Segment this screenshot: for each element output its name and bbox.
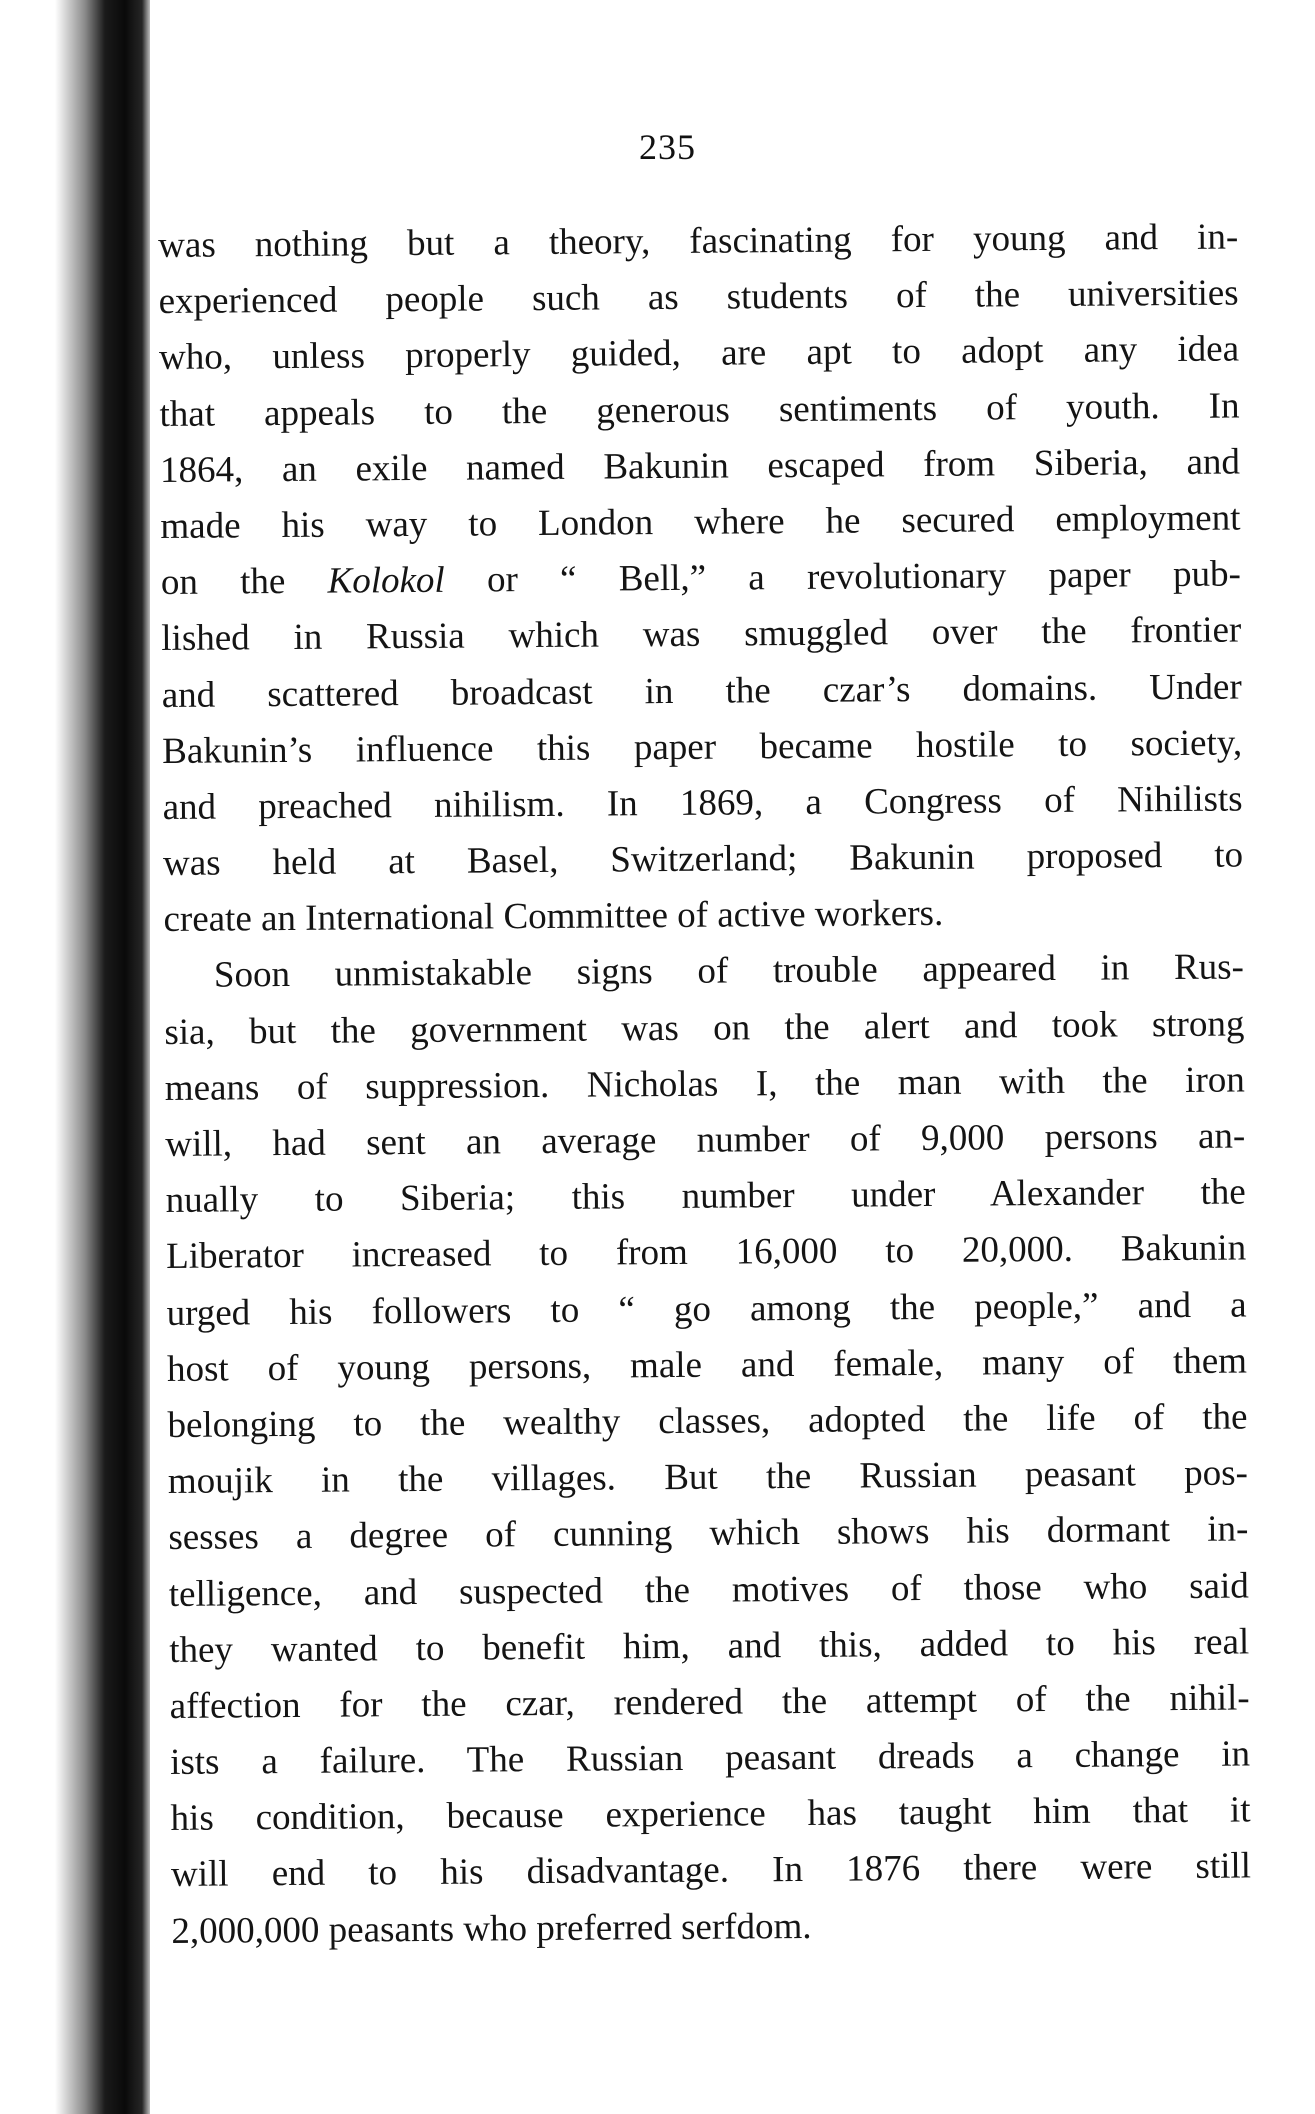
text-line: Soon unmistakable signs of trouble appeared in Rus- [213, 946, 1245, 997]
page-binding-edge [0, 0, 150, 2114]
text-line: lished in Russia which was smuggled over the frontier [161, 609, 1242, 660]
text-line: affection for the czar, rendered the attempt of the nihil- [169, 1677, 1250, 1727]
text-line: telligence, and suspected the motives of those who said [168, 1564, 1249, 1615]
page-number: 235 [639, 127, 696, 167]
newspaper-title: Kolokol [327, 559, 445, 602]
text-line: was held at Basel, Switzerland; Bakunin proposed to [162, 834, 1244, 885]
text-line: they wanted to benefit him, and this, added to his real [169, 1621, 1250, 1671]
text-line: will end to his disadvantage. In 1876 there were still [170, 1845, 1252, 1896]
text-line: who, unless properly guided, are apt to adopt any idea [158, 328, 1240, 379]
text-line: belonging to the wealthy classes, adopted the life of the [167, 1396, 1248, 1446]
text-line: 2,000,000 peasants who preferred serfdom. [171, 1905, 812, 1952]
text-line: host of young persons, male and female, many of them [166, 1340, 1248, 1390]
text-line: was nothing but a theory, fascinating for young and in- [158, 216, 1239, 266]
text-line: sia, but the government was on the alert and took strong [164, 1003, 1245, 1053]
text-line: Bakunin’s influence this paper became hostile to society, [162, 722, 1243, 772]
text-line: nually to Siberia; this number under Alexander the [165, 1171, 1246, 1222]
text-line: create an International Committee of active workers. [163, 893, 944, 941]
text-line: ists a failure. The Russian peasant dreads a change in [169, 1733, 1251, 1784]
body-text [158, 210, 1252, 1960]
text-line: will, had sent an average number of 9,000 persons an- [165, 1115, 1246, 1165]
text-line: sesses a degree of cunning which shows his dormant in- [168, 1508, 1249, 1559]
text-line: moujik in the villages. But the Russian peasant pos- [167, 1452, 1249, 1503]
text-line: and preached nihilism. In 1869, a Congress of Nihilists [162, 778, 1243, 828]
text-line: and scattered broadcast in the czar’s domains. Under [161, 666, 1242, 716]
text-line: his condition, because experience has taught him that it [170, 1789, 1251, 1840]
text-line: urged his followers to “ go among the people,” and a [166, 1284, 1247, 1334]
text-line: means of suppression. Nicholas I, the man with the iron [164, 1059, 1245, 1109]
text-segment: or “ Bell,” a revolutionary paper pub- [444, 553, 1241, 601]
text-line: that appeals to the generous sentiments of youth. In [159, 385, 1240, 435]
text-line-with-italic [161, 547, 1241, 612]
text-segment: on the [160, 560, 328, 604]
text-line: experienced people such as students of the universities [158, 272, 1239, 323]
text-line: made his way to London where he secured employment [160, 497, 1241, 547]
text-line: 1864, an exile named Bakunin escaped from Siberia, and [159, 441, 1241, 491]
text-line: Liberator increased to from 16,000 to 20,000. Bakunin [165, 1227, 1247, 1278]
